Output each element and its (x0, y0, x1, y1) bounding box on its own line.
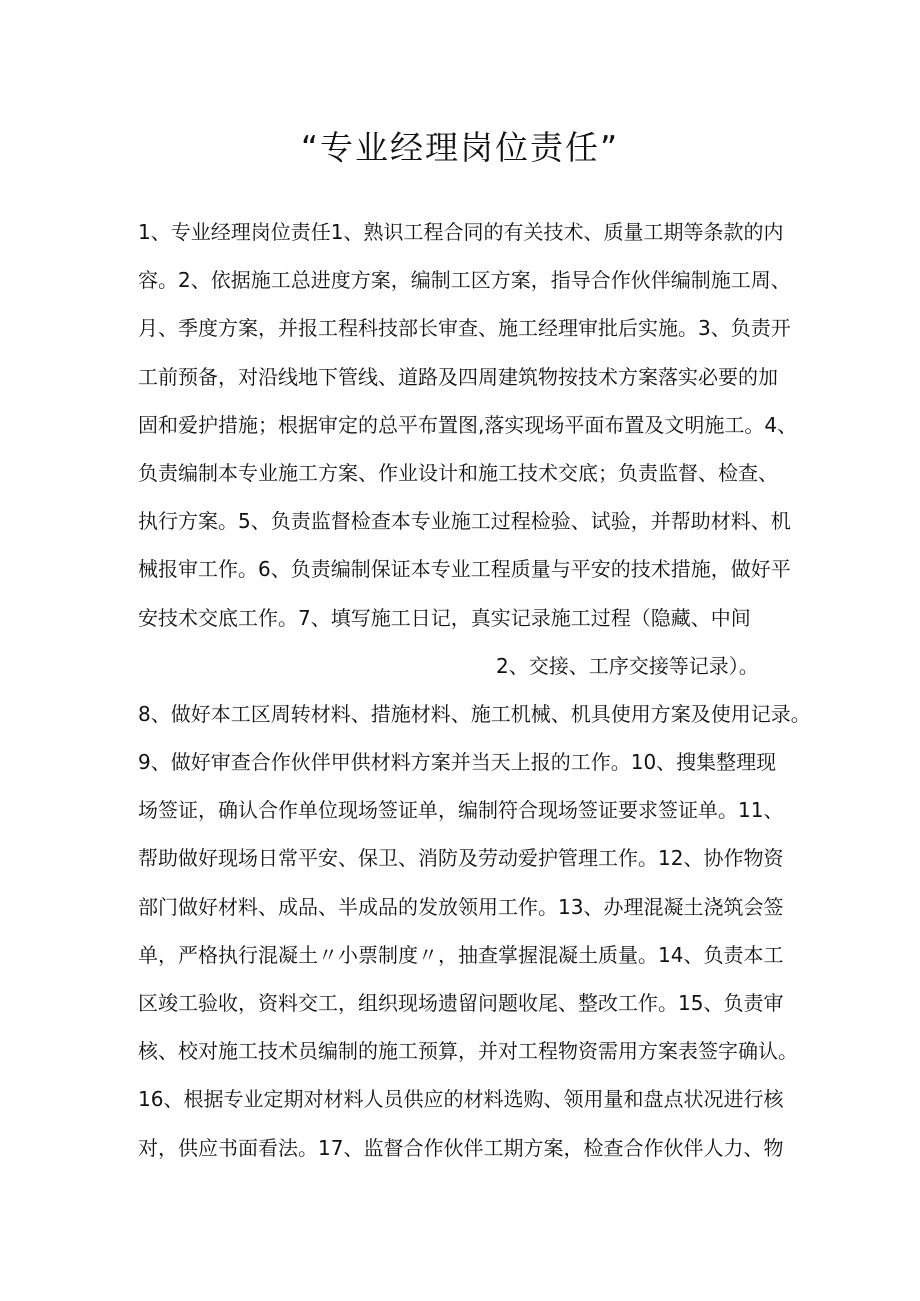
body-line-indented: 2、交接、工序交接等记录）。 (496, 653, 759, 678)
body-line: 安技术交底工作。7、填写施工日记，真实记录施工过程（隐藏、中间 (138, 605, 751, 630)
body-line: 容。2、依据施工总进度方案，编制工区方案，指导合作伙伴编制施工周、 (138, 268, 791, 293)
body-line: 对，供应书面看法。17、监督合作伙伴工期方案，检查合作伙伴人力、物 (138, 1135, 784, 1160)
body-line: 1、专业经理岗位责任1、熟识工程合同的有关技术、质量工期等条款的内 (138, 220, 784, 244)
document-title: “专业经理岗位责任” (300, 128, 620, 167)
body-line: 械报审工作。6、负责编制保证本专业工程质量与平安的技术措施，做好平 (138, 557, 791, 582)
body-line: 执行方案。5、负责监督检查本专业施工过程检验、试验，并帮助材料、机 (138, 509, 791, 534)
body-line: 16、根据专业定期对材料人员供应的材料选购、领用量和盘点状况进行核 (138, 1087, 784, 1112)
body-line: 8、做好本工区周转材料、措施材料、施工机械、机具使用方案及使用记录。 (138, 701, 811, 726)
body-line: 单，严格执行混凝土〃小票制度〃，抽查掌握混凝土质量。14、负责本工 (138, 942, 784, 967)
body-line: 工前预备，对沿线地下管线、道路及四周建筑物按技术方案落实必要的加 (138, 364, 778, 389)
body-line: 核、校对施工技术员编制的施工预算，并对工程物资需用方案表签字确认。 (138, 1039, 798, 1064)
body-line: 帮助做好现场日常平安、保卫、消防及劳动爱护管理工作。12、协作物资 (138, 846, 784, 871)
body-line: 部门做好材料、成品、半成品的发放领用工作。13、办理混凝土浇筑会签 (138, 894, 784, 919)
body-line: 9、做好审查合作伙伴甲供材料方案并当天上报的工作。10、搜集整理现 (138, 750, 777, 775)
body-line: 负责编制本专业施工方案、作业设计和施工技术交底；负责监督、检查、 (138, 460, 778, 485)
body-line: 固和爱护措施；根据审定的总平布置图,落实现场平面布置及文明施工。4、 (138, 412, 798, 437)
body-line: 月、季度方案，并报工程科技部长审查、施工经理审批后实施。3、负责开 (138, 316, 791, 341)
document-body (138, 208, 811, 1172)
body-line: 场签证，确认合作单位现场签证单，编制符合现场签证要求签证单。11、 (138, 798, 784, 823)
body-line: 区竣工验收，资料交工，组织现场遗留问题收尾、整改工作。15、负责审 (138, 991, 784, 1015)
